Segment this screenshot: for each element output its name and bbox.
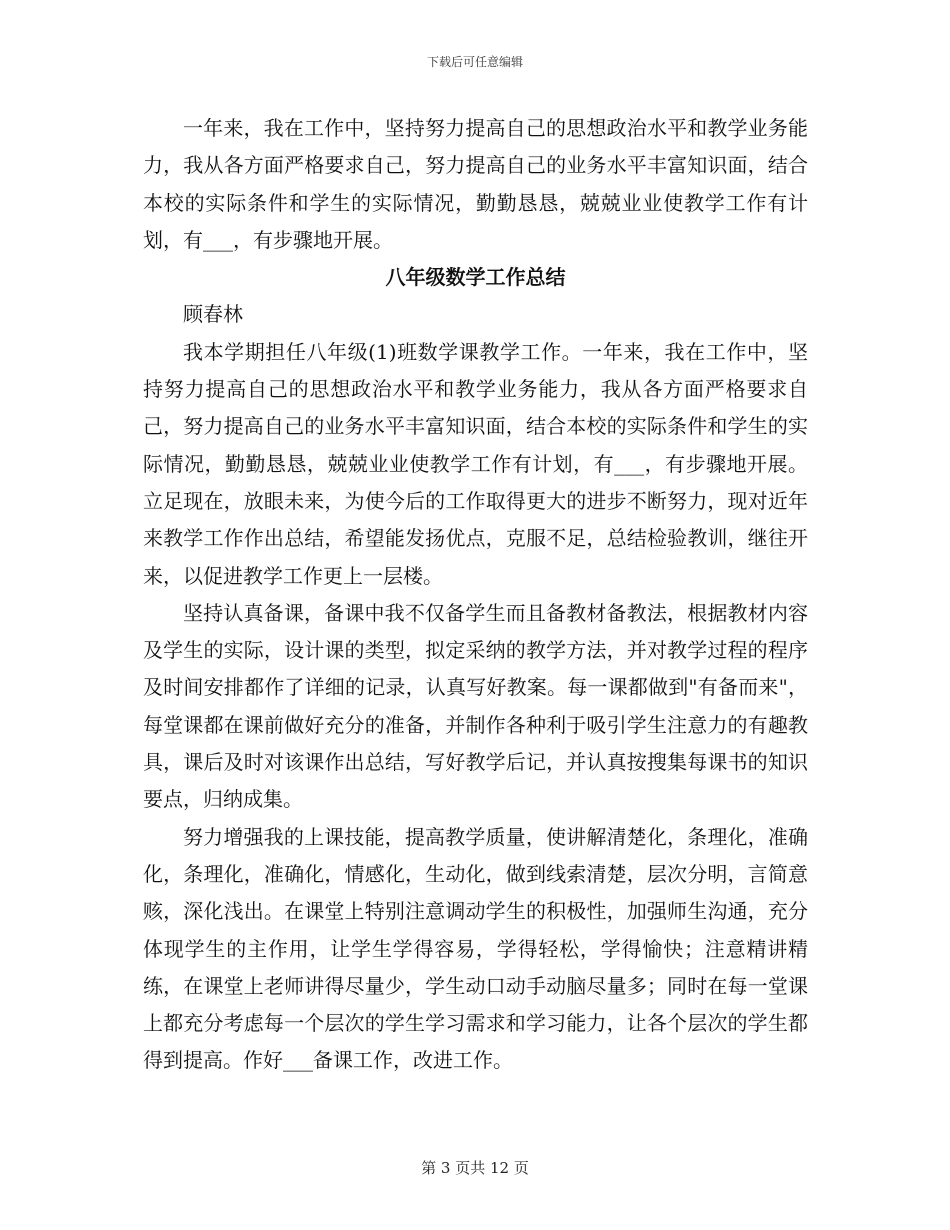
page-number: 第 3 页共 12 页 bbox=[421, 1159, 529, 1177]
page-header: 下载后可任意编辑 bbox=[426, 55, 523, 69]
document-body bbox=[143, 110, 808, 1080]
intro-paragraph: 一年来，我在工作中，坚持努力提高自己的思想政治水平和教学业务能力，我从各方面严格要求自己，努力提高自己的业务水平丰富知识面，结合本校的实际条件和学生的实际情况，勤勤恳恳，兢兢业业使教学工作有计划，有___，有步骤地开展。 bbox=[143, 116, 808, 252]
document-title: 八年级数学工作总结 bbox=[385, 265, 566, 290]
body-paragraph-2: 坚持认真备课，备课中我不仅备学生而且备教材备教法，根据教材内容及学生的实际，设计课的类型，拟定采纳的教学方法，并对教学过程的程序及时间安排都作了详细的记录，认真写好教案。每一课都做到"有备而来"，每堂课都在课前做好充分的准备，并制作各种利于吸引学生注意力的有趣教具，课后及时对该课作出总结，写好教学后记，并认真按搜集每课书的知识要点，归纳成集。 bbox=[143, 600, 808, 812]
body-paragraph-1: 我本学期担任八年级(1)班数学课教学工作。一年来，我在工作中，坚持努力提高自己的思想政治水平和教学业务能力，我从各方面严格要求自己，努力提高自己的业务水平丰富知识面，结合本校的实际条件和学生的实际情况，勤勤恳恳，兢兢业业使教学工作有计划，有___，有步骤地开展。立足现在，放眼未来，为使今后的工作取得更大的进步不断努力，现对近年来教学工作作出总结，希望能发扬优点，克服不足，总结检验教训，继往开来，以促进教学工作更上一层楼。 bbox=[143, 339, 808, 588]
body-paragraph-3: 努力增强我的上课技能，提高教学质量，使讲解清楚化，条理化，准确化，条理化，准确化，情感化，生动化，做到线索清楚，层次分明，言简意赅，深化浅出。在课堂上特别注意调动学生的积极性，加强师生沟通，充分体现学生的主作用，让学生学得容易，学得轻松，学得愉快；注意精讲精练，在课堂上老师讲得尽量少，学生动口动手动脑尽量多；同时在每一堂课上都充分考虑每一个层次的学生学习需求和学习能力，让各个层次的学生都得到提高。作好___备课工作，改进工作。 bbox=[143, 824, 808, 1073]
author-name: 顾春林 bbox=[183, 302, 243, 327]
